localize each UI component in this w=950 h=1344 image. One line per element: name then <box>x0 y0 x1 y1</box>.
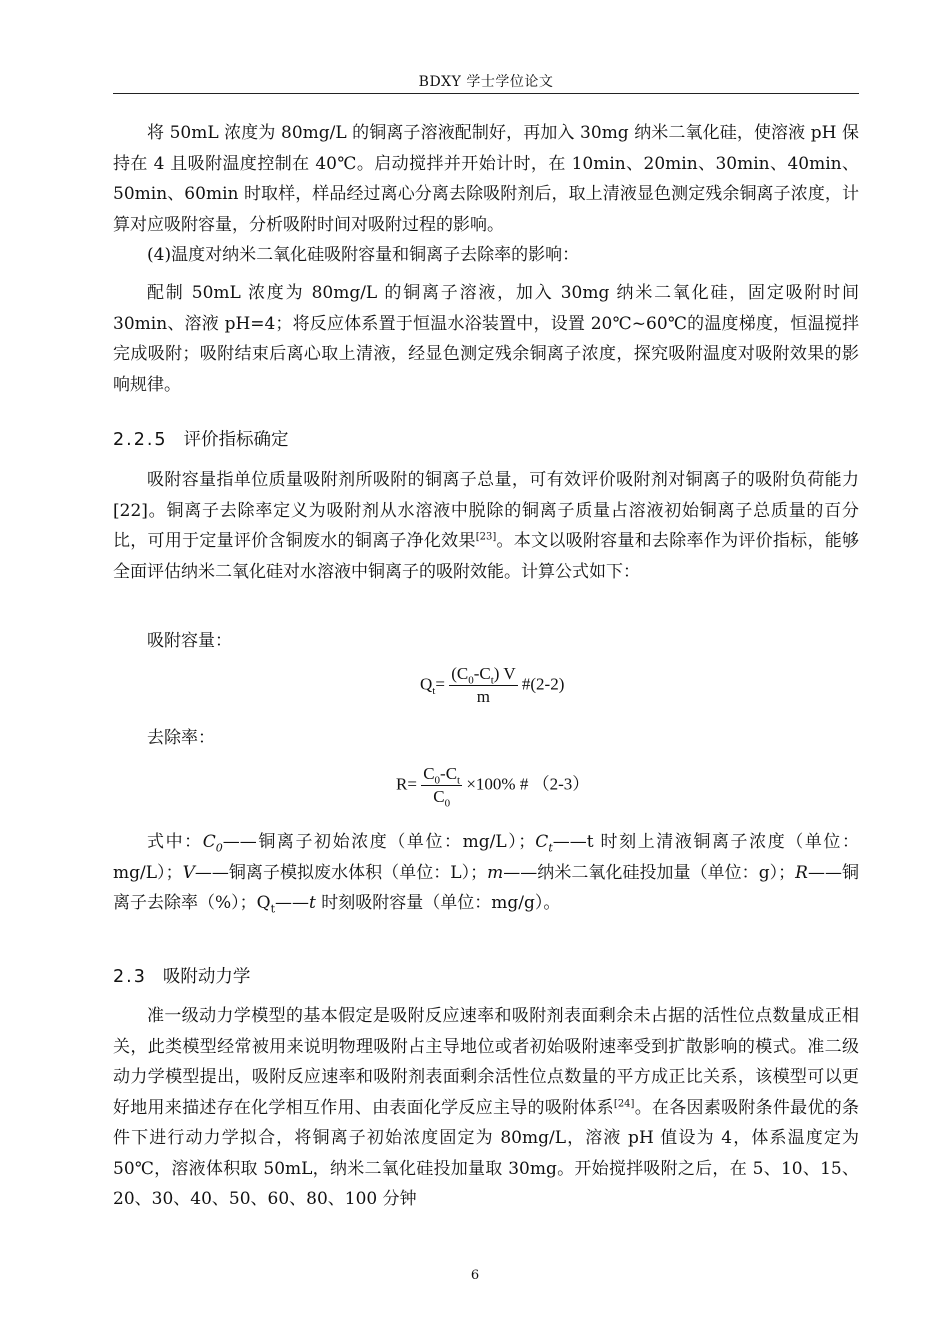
paragraph-evaluation-index <box>113 465 859 587</box>
formula-tag: #(2-2) <box>521 674 565 694</box>
header-rule <box>113 93 859 94</box>
paragraph-text: 。在各因素吸附条件最优的条件下进行动力学拟合，将铜离子初始浓度固定为 80mg/L，溶液 pH 值设为 4，体系温度定为 50℃，溶液体积取 50mL，纳米二氧化硅投加量取 30mg。开始搅拌吸附之后，在 5、10、15、20、30、40、50、60、80、100 分钟 <box>113 1097 860 1209</box>
paragraph-kinetics <box>113 1001 859 1215</box>
page-number: 6 <box>470 1268 480 1283</box>
label-adsorption-capacity: 吸附容量： <box>147 631 232 651</box>
section-number: 2.3 <box>113 967 147 987</box>
paragraph-temperature-experiment: 配制 50mL 浓度为 80mg/L 的铜离子溶液，加入 30mg 纳米二氧化硅，固定吸附时间 30min、溶液 pH=4；将反应体系置于恒温水浴装置中，设置 20℃~60℃的温度梯度，恒温搅拌完成吸附；吸附结束后离心取上清液，经显色测定残余铜离子浓度，探究吸附温度对吸附效果的影响规律。 <box>113 283 859 395</box>
fraction-numerator: $C_0-C_t$ <box>423 764 461 787</box>
symbol-qt: $Q_t$ <box>256 893 276 916</box>
fraction-denominator: m <box>476 687 491 706</box>
section-number: 2.2.5 <box>113 430 168 450</box>
section-title: 吸附动力学 <box>162 967 251 987</box>
formula-lhs: Q <box>420 674 433 694</box>
formula-fraction <box>421 764 462 810</box>
section-title: 评价指标确定 <box>183 430 289 450</box>
paragraph-time-experiment: 将 50mL 浓度为 80mg/L 的铜离子溶液配制好，再加入 30mg 纳米二氧化硅，使溶液 pH 保持在 4 且吸附温度控制在 40℃。启动搅拌并开始计时，在 10min、20min、30min、40min、50min、60min 时取样，样品经过离心分离去除吸附剂后，取上清液显色测定残余铜离子浓度，计算对应吸附容量，分析吸附时间对吸附过程的影响。 <box>113 123 859 235</box>
page-header-title: BDXY 学士学位论文 <box>418 74 554 90</box>
section-heading-2-2-5 <box>113 426 289 451</box>
formula-removal-rate <box>396 764 590 810</box>
symbol-r: R <box>795 862 808 883</box>
citation-ref: [24] <box>613 1097 635 1109</box>
formula-adsorption-capacity <box>420 664 564 707</box>
paragraph-temperature-title: (4)温度对纳米二氧化硅吸附容量和铜离子去除率的影响： <box>147 245 580 265</box>
paragraph-text: 准一级动力学模型的基本假定是吸附反应速率和吸附剂表面剩余未占据的活性位点数量成正相关，此类模型经常被用来说明物理吸附占主导地位或者初始吸附速率受到扩散影响的模式。准二级动力学模型提出，吸附反应速率和吸附剂表面剩余活性位点数量的平方成正比关系，该模型可以更好地用来描述存在化学相互作用、由表面化学反应主导的吸附体系 <box>113 1006 859 1118</box>
symbol-ct: $C_t$ <box>535 832 553 855</box>
symbol-t: t <box>309 893 316 913</box>
paragraph-text: 。本文以吸附容量和去除率作为评价指标，能够全面评估纳米二氧化硅对水溶液中铜离子的吸附效能。计算公式如下： <box>113 531 859 582</box>
symbol-v: V <box>182 862 195 883</box>
symbol-c0: $C_0$ <box>202 832 223 855</box>
paragraph-symbol-definitions: 式中：$C_0——$铜离子初始浓度（单位：mg/L）；$C_t——t$ 时刻上清液铜离子浓度（单位：mg/L）；V——铜离子模拟废水体积（单位：L）；m——纳米二氧化硅投加量（单位：g）；R——铜离子去除率（%）；$Q_t——t$ 时刻吸附容量（单位：mg/g）。 <box>113 832 859 916</box>
section-heading-2-3 <box>113 963 250 988</box>
symbol-m: m <box>487 862 504 883</box>
formula-lhs: R= <box>396 774 417 794</box>
formula-tail: ×100% # <box>466 774 529 794</box>
formula-tag: （2-3） <box>532 774 590 794</box>
formula-equals: = <box>435 674 445 694</box>
formula-lhs-sub: t <box>432 684 436 697</box>
label-removal-rate: 去除率： <box>147 728 215 748</box>
citation-ref: [23] <box>475 531 497 543</box>
paragraph-text: 吸附容量指单位质量吸附剂所吸附的铜离子总量，可有效评价吸附剂对铜离子的吸附负荷能力[22]。铜离子去除率定义为吸附剂从水溶液中脱除的铜离子质量占溶液初始铜离子总质量的百分比，可用于定量评价含铜废水的铜离子净化效果 <box>113 470 859 551</box>
formula-fraction <box>449 664 517 707</box>
fraction-denominator: $C_0$ <box>433 787 451 810</box>
fraction-numerator: $(C_0-C_t)$ V <box>451 664 516 687</box>
